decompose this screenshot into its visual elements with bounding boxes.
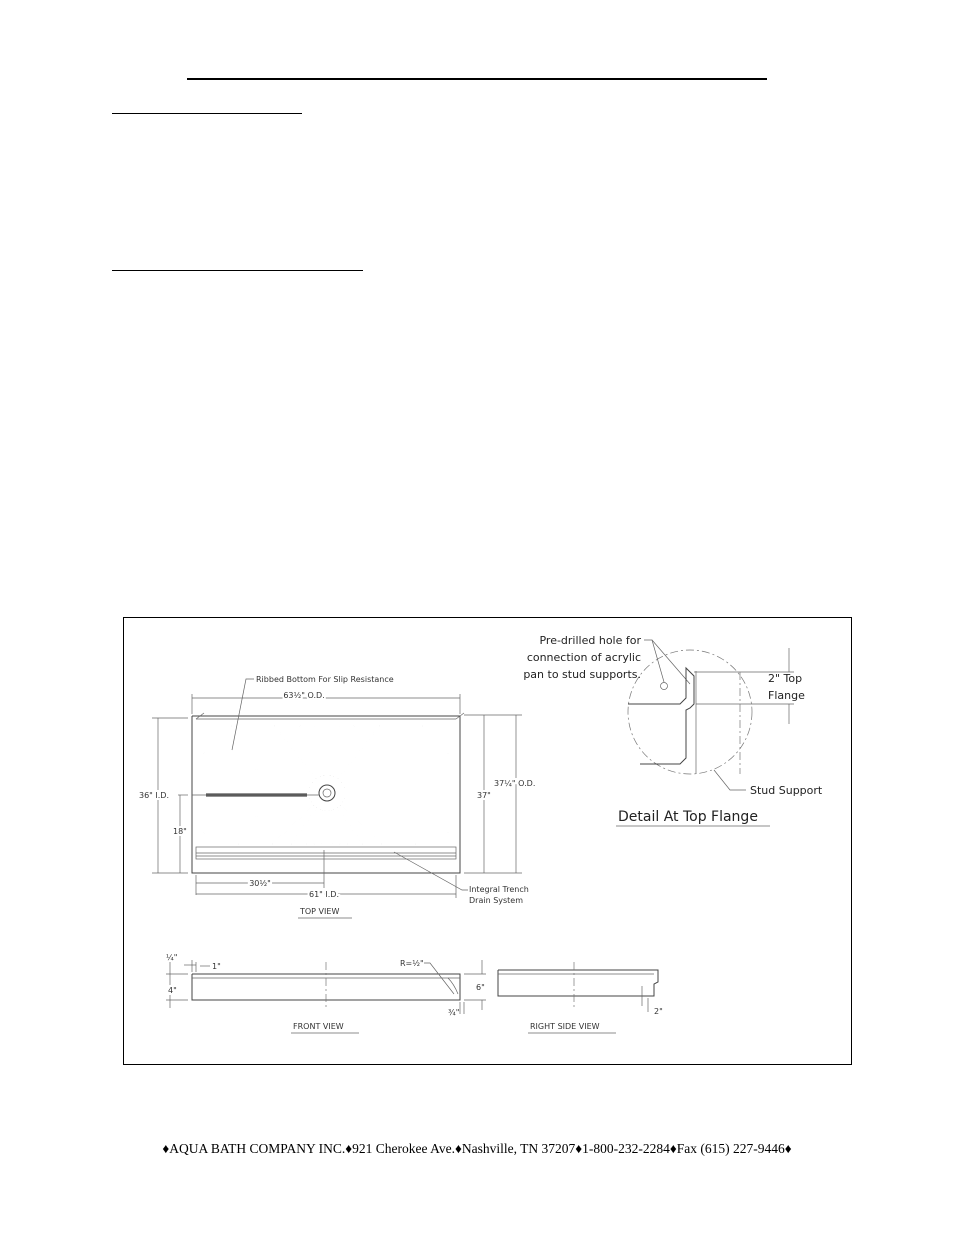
trench-label-1: Integral Trench bbox=[469, 885, 529, 894]
od-depth-dim: 37¼" O.D. bbox=[494, 779, 536, 788]
rib-fill bbox=[329, 811, 332, 844]
half-height-dim: 18" bbox=[173, 827, 187, 836]
side-view-title: RIGHT SIDE VIEW bbox=[530, 1022, 600, 1031]
detail-note-2: connection of acrylic bbox=[526, 651, 641, 664]
rib-fill bbox=[272, 805, 314, 844]
detail-note-1: Pre-drilled hole for bbox=[539, 634, 641, 647]
id-width-dim: 61" I.D. bbox=[308, 890, 340, 899]
trench-label-2: Drain System bbox=[469, 896, 524, 905]
front-dim-four: 4" bbox=[168, 986, 177, 995]
rib-fill bbox=[344, 799, 448, 833]
section-rule-2 bbox=[112, 270, 363, 271]
od-width-dim: 63½" O.D. bbox=[283, 691, 325, 700]
top-view-title: TOP VIEW bbox=[300, 907, 340, 916]
right-side-view bbox=[498, 962, 663, 1033]
flange-detail bbox=[523, 634, 823, 826]
rib-fill bbox=[343, 802, 416, 844]
detail-title: Detail At Top Flange bbox=[618, 809, 758, 825]
rib-fill bbox=[231, 726, 312, 783]
front-view bbox=[166, 953, 486, 1033]
side-dim-two: 2" bbox=[654, 1007, 663, 1016]
front-view-title: FRONT VIEW bbox=[293, 1022, 344, 1031]
top-view bbox=[139, 675, 535, 918]
title-rule bbox=[187, 78, 767, 80]
rib-fill bbox=[342, 726, 423, 783]
depth-dim: 37" bbox=[477, 791, 491, 800]
front-radius: R=½" bbox=[400, 959, 424, 968]
company-footer: ♦AQUA BATH COMPANY INC.♦921 Cherokee Ave.♦Nashville, TN 37207♦1-800-232-2284♦Fax (615) 227-9446♦ bbox=[162, 1141, 792, 1156]
rib-fill bbox=[322, 811, 325, 844]
detail-flange-1: 2" Top bbox=[768, 672, 803, 685]
detail-note-3: pan to stud supports. bbox=[523, 668, 641, 681]
rib-fill bbox=[204, 799, 310, 833]
rib-fill bbox=[340, 805, 382, 844]
front-dim-three-quarter: ¾" bbox=[448, 1008, 460, 1017]
front-dim-one: 1" bbox=[212, 962, 221, 971]
drain-circle bbox=[319, 785, 335, 801]
detail-circle bbox=[628, 650, 752, 774]
ribbed-label: Ribbed Bottom For Slip Resistance bbox=[256, 675, 394, 684]
section-rule-1 bbox=[112, 113, 302, 114]
drawing-svg bbox=[124, 618, 853, 1066]
detail-flange-2: Flange bbox=[768, 689, 805, 702]
id-height-dim: 36" I.D. bbox=[139, 791, 170, 800]
detail-stud-label: Stud Support bbox=[750, 784, 823, 797]
half-width-dim: 30½" bbox=[249, 879, 271, 888]
rib-fill bbox=[239, 802, 312, 844]
front-dim-quarter: ¼" bbox=[166, 953, 178, 962]
technical-drawing bbox=[123, 617, 852, 1065]
front-dim-six: 6" bbox=[476, 983, 485, 992]
